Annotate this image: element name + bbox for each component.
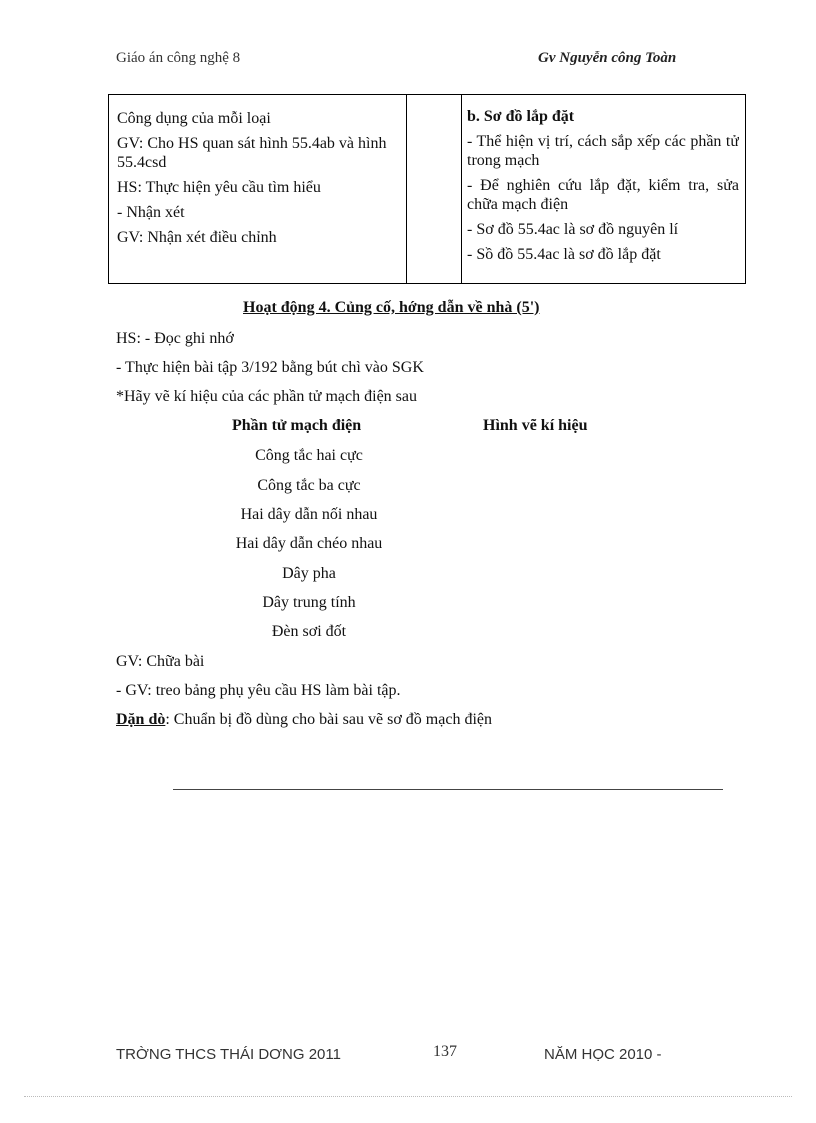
table-right-line: - Để nghiên cứu lắp đặt, kiểm tra, sửa chữa mạch điện <box>467 177 739 213</box>
table-divider-2 <box>461 95 462 283</box>
page-bottom-border <box>24 1096 792 1097</box>
homework-label: Dặn dò <box>116 711 166 728</box>
table-left-line: GV: Cho HS quan sát hình 55.4ab và hình 55.4csd <box>117 135 387 171</box>
table-left-line: Công dụng của mỗi loại <box>117 110 271 127</box>
page-number: 137 <box>433 1043 457 1060</box>
element-item: Công tắc hai cực <box>255 447 363 464</box>
hs-line: HS: - Đọc ghi nhớ <box>116 330 234 347</box>
column-header-symbols: Hình vẽ kí hiệu <box>483 417 588 434</box>
element-item: Công tắc ba cực <box>257 477 361 494</box>
exercise-line: - Thực hiện bài tập 3/192 bằng bút chì vào SGK <box>116 359 424 376</box>
element-item: Dây trung tính <box>262 594 356 611</box>
footer-year-continued: 2011 <box>308 1046 341 1063</box>
end-rule <box>173 789 723 790</box>
table-divider-1 <box>406 95 407 283</box>
homework-line <box>116 711 492 729</box>
gv-board-line: - GV: treo bảng phụ yêu cầu HS làm bài tập. <box>116 682 401 699</box>
header-subject: Giáo án công nghệ 8 <box>116 50 241 66</box>
table-right-line: - Sơ đồ 55.4ac là sơ đồ nguyên lí <box>467 221 679 238</box>
activity-heading: Hoạt động 4. Củng cố, hớng dẫn về nhà (5') <box>243 299 540 316</box>
homework-text: : Chuẩn bị đồ dùng cho bài sau vẽ sơ đồ mạch điện <box>165 711 492 728</box>
table-right-cell <box>467 95 739 283</box>
gv-correction-line: GV: Chữa bài <box>116 653 205 670</box>
footer-year: NĂM HỌC 2010 - <box>544 1046 662 1063</box>
header-teacher: Gv Nguyễn công Toàn <box>538 50 677 66</box>
element-item: Hai dây dẫn nối nhau <box>240 506 378 523</box>
lesson-table <box>108 94 746 284</box>
element-item: Đèn sơi đốt <box>271 623 347 640</box>
element-item: Dây pha <box>282 565 336 582</box>
table-right-line: - Sồ đồ 55.4ac là sơ đồ lắp đặt <box>467 246 661 263</box>
footer-school-text: TRỜNG THCS THÁI DƠNG <box>116 1046 305 1063</box>
table-left-line: HS: Thực hiện yêu cầu tìm hiểu <box>117 179 321 196</box>
footer-school <box>116 1046 376 1070</box>
table-right-line: - Thể hiện vị trí, cách sắp xếp các phần tử trong mạch <box>467 133 739 169</box>
table-left-line: GV: Nhận xét điều chỉnh <box>117 229 277 246</box>
element-item: Hai dây dẫn chéo nhau <box>235 535 383 552</box>
column-header-elements: Phần tử mạch điện <box>232 417 362 434</box>
table-right-title: b. Sơ đồ lắp đặt <box>467 108 575 125</box>
instruction-line: *Hãy vẽ kí hiệu của các phần tử mạch điện sau <box>116 388 417 405</box>
table-left-line: - Nhận xét <box>117 204 185 221</box>
table-left-cell <box>117 95 405 283</box>
